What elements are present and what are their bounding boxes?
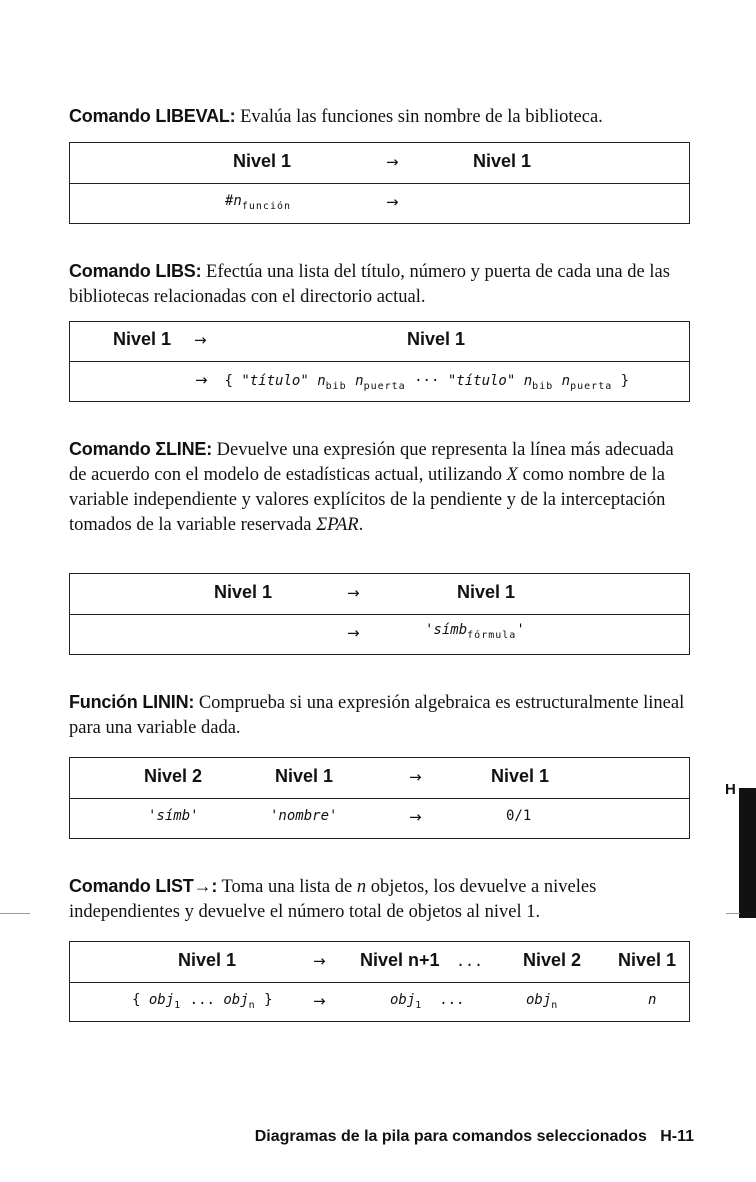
sigmaline-output-formula: 'símb$_{fórmula}$'	[425, 622, 525, 641]
sigmaline-stack-diagram	[69, 573, 690, 655]
list-command-name: Comando LIST→:	[69, 876, 218, 896]
list-input-list: { obj$_1$ ... obj$_n$ }	[132, 992, 273, 1011]
sigmaline-description: Comando ΣLINE: Devuelve una expresión que representa la línea más adecuada de acuerdo con el modelo de estadísticas actual, utilizando X como nombre de la variable independiente y valores explícitos de la pendiente y de la interceptación tomados de la variable reservada ΣPAR.	[69, 439, 674, 535]
list-header-arrow: →	[313, 952, 326, 970]
libeval-stack-diagram	[69, 142, 690, 224]
list-header-level2: Nivel 2	[523, 950, 582, 970]
sigmaline-header-level1-in: Nivel 1	[214, 582, 273, 602]
page-footer	[200, 1128, 694, 1146]
list-header-level1-out: Nivel 1	[618, 950, 677, 970]
libs-stack-diagram	[69, 321, 690, 402]
list-header-dots: ...	[456, 952, 484, 970]
list-header-level1-in: Nivel 1	[178, 950, 237, 970]
libs-header-level1-out: Nivel 1	[407, 329, 466, 349]
list-stack-diagram	[69, 941, 690, 1022]
libeval-header-arrow: →	[386, 153, 399, 171]
side-tab-letter: H	[725, 781, 736, 798]
sigmaline-header-arrow: →	[347, 584, 360, 602]
libeval-command-name: Comando LIBEVAL:	[69, 106, 236, 126]
side-tab-bar	[739, 788, 756, 918]
linin-input-name: 'nombre'	[270, 808, 338, 824]
linin-desc-text: Comprueba si una expresión algebraica es estructuralmente lineal para una variable dada.	[69, 693, 685, 738]
linin-description	[69, 690, 694, 741]
libs-header-level1-in: Nivel 1	[113, 329, 172, 349]
list-description: Comando LIST→: Toma una lista de n objetos, los devuelve a niveles independientes y devuelve el número total de objetos al nivel 1.	[69, 876, 597, 922]
libeval-desc-text: Evalúa las funciones sin nombre de la biblioteca.	[240, 107, 603, 127]
libs-header-arrow: →	[194, 331, 207, 349]
sigmaline-row-arrow: →	[347, 624, 360, 642]
linin-header-level2-in: Nivel 2	[144, 766, 203, 786]
libs-command-name: Comando LIBS:	[69, 261, 202, 281]
list-row-arrow: →	[313, 992, 326, 1010]
libeval-header-level1-out: Nivel 1	[473, 151, 532, 171]
footer-title: Diagramas de la pila para comandos seleccionados	[254, 1128, 647, 1145]
list-output-count: n	[648, 992, 657, 1008]
list-output-obj1: obj$_1$ ...	[390, 992, 465, 1011]
linin-command-name: Función LININ:	[69, 692, 195, 712]
libeval-row-arrow: →	[386, 193, 399, 211]
sigmaline-header-level1-out: Nivel 1	[457, 582, 516, 602]
linin-row-arrow: →	[409, 808, 422, 826]
list-output-objn: obj$_n$	[526, 992, 559, 1011]
libs-output-list: → { "título" $n_{bib}$ $n_{puerta}$ ··· "título" $n_{bib}$ $n_{puerta}$ }	[195, 371, 630, 392]
libeval-header-level1-in: Nivel 1	[233, 151, 292, 171]
linin-input-symb: 'símb'	[148, 808, 199, 824]
linin-stack-diagram	[69, 757, 690, 839]
list-header-level-n-plus-1: Nivel n+1	[360, 950, 440, 970]
libeval-description	[69, 104, 694, 130]
footer-page-number: H-11	[660, 1128, 694, 1145]
linin-output-value: 0/1	[506, 808, 532, 824]
right-margin-tick	[726, 913, 740, 914]
libeval-input-number: $\#n_{función}$	[225, 193, 292, 212]
linin-header-level1-out: Nivel 1	[491, 766, 550, 786]
libs-desc-text: Efectúa una lista del título, número y puerta de cada una de las bibliotecas relacionadas con el directorio actual.	[69, 262, 670, 307]
left-margin-tick	[0, 913, 30, 914]
libs-description	[69, 259, 694, 310]
linin-header-level1-in: Nivel 1	[275, 766, 334, 786]
linin-header-arrow: →	[409, 768, 422, 786]
sigmaline-command-name: Comando ΣLINE:	[69, 439, 212, 459]
